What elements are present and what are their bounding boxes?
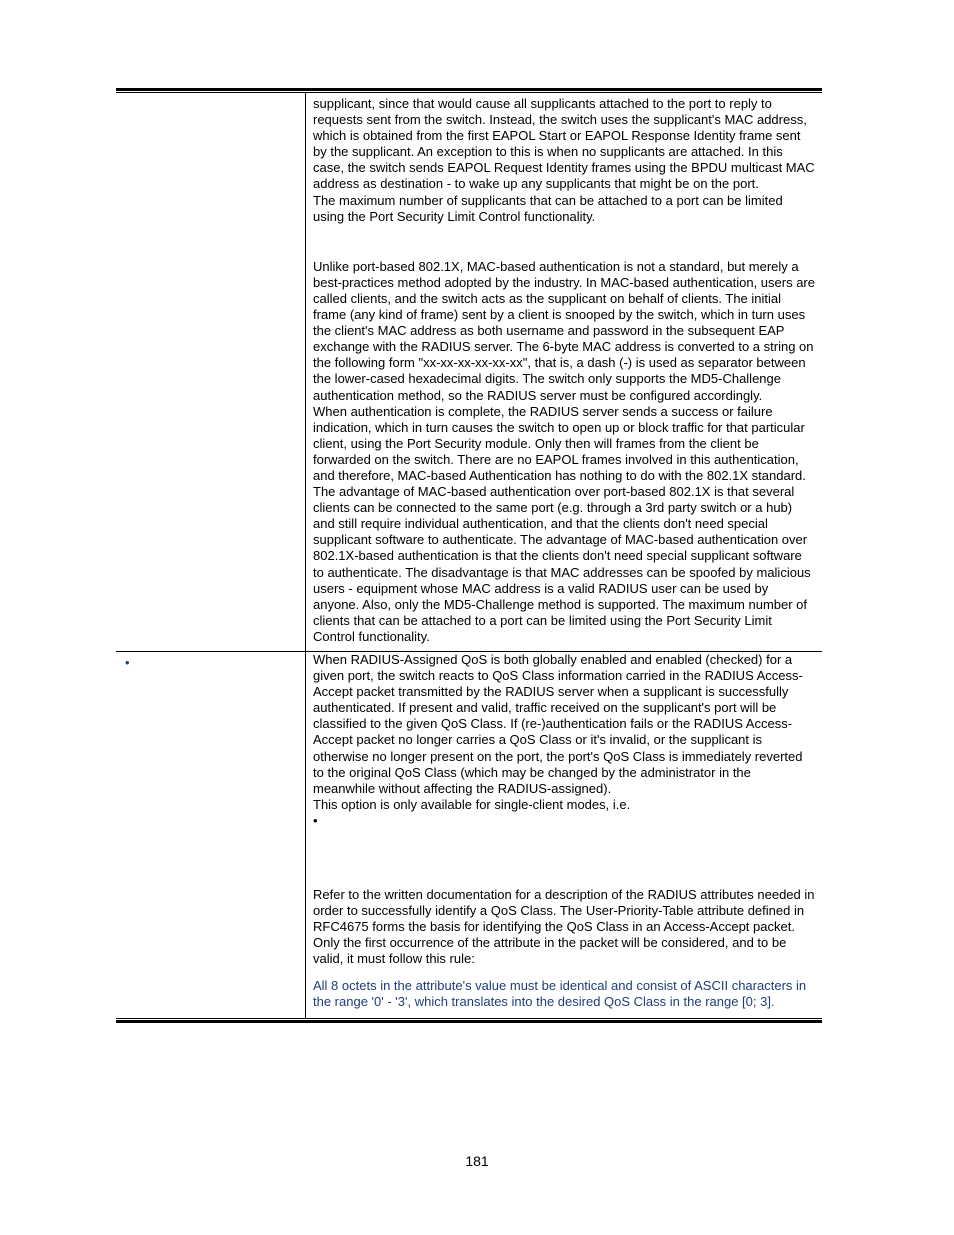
description-cell [306,93,822,651]
description-cell [306,652,822,1018]
table-row [116,651,822,1018]
paragraph: The maximum number of supplicants that can be attached to a port can be limited using the Port Security Limit Control functionality. [313,192,783,224]
paragraph: supplicant, since that would cause all supplicants attached to the port to reply to requests sent from the switch. Instead, the switch uses the supplicant's MAC address, which is obtained from the first EAPOL Start or EAPOL Response Identity frame sent by the supplicant. An exception to this is when no supplicants are attached. In this case, the switch sends EAPOL Request Identity frames using the BPDU multicast MAC address as destination - to wake up any supplicants that might be on the port. [313,96,815,192]
paragraph: This option is only available for single-client modes, i.e. [313,796,631,812]
content-table [116,88,822,1023]
parameter-cell [116,652,306,1018]
paragraph: When authentication is complete, the RADIUS server sends a success or failure indication, which in turn causes the switch to open up or block traffic for that particular client, using the Port Security module. Only then will frames from the client be forwarded on the switch. There are no EAPOL frames involved in this authentication, and therefore, MAC-based Authentication has nothing to do with the 802.1X standard. [313,403,806,483]
paragraph: Unlike port-based 802.1X, MAC-based authentication is not a standard, but merely a best-practices method adopted by the industry. In MAC-based authentication, users are called clients, and the switch acts as the supplicant on behalf of clients. The initial frame (any kind of frame) sent by a client is snooped by the switch, which in turn uses the client's MAC address as both username and password in the subsequent EAP exchange with the RADIUS server. The 6-byte MAC address is converted to a string on the following form "xx-xx-xx-xx-xx-xx", that is, a dash (-) is used as separator between the lower-cased hexadecimal digits. The switch only supports the MD5-Challenge authentication method, so the RADIUS server must be configured accordingly. [313,258,815,403]
page-number: 181 [465,1153,489,1169]
inline-bullet: • [313,812,318,828]
spacer [313,225,816,259]
paragraph: When RADIUS-Assigned QoS is both globally enabled and enabled (checked) for a given port, the switch reacts to QoS Class information carried in the RADIUS Access-Accept packet transmitted by the RADIUS server when a supplicant is successfully authenticated. If present and valid, traffic received on the supplicant's port will be classified to the given QoS Class. If (re-)authentication fails or the RADIUS Access-Accept packet no longer carries a QoS Class or it's invalid, or the supplicant is otherwise no longer present on the port, the port's QoS Class is immediately reverted to the original QoS Class (which may be changed by the administrator in the meanwhile without affecting the RADIUS-assigned). [313,652,803,796]
parameter-cell [116,93,306,651]
paragraph: Only the first occurrence of the attribute in the packet will be considered, and to be valid, it must follow this rule: [313,935,787,967]
paragraph: Refer to the written documentation for a description of the RADIUS attributes needed in order to successfully identify a QoS Class. The User-Priority-Table attribute defined in RFC4675 forms the basis for identifying the QoS Class in an Access-Accept packet. [313,887,815,935]
table-bottom-rule [116,1018,822,1023]
table-row [116,93,822,651]
note-text: All 8 octets in the attribute's value must be identical and consist of ASCII characters in the range '0' - '3', which translates into the desired QoS Class in the range [0; 3]. [313,977,807,1009]
bullet-icon: • [125,655,130,670]
spacer [313,829,816,887]
paragraph: The advantage of MAC-based authentication over port-based 802.1X is that several clients can be connected to the same port (e.g. through a 3rd party switch or a hub) and still require individual authentication, and that the clients don't need special supplicant software to authenticate. The advantage of MAC-based authentication over 802.1X-based authentication is that the clients don't need special supplicant software to authenticate. The disadvantage is that MAC addresses can be spoofed by malicious users - equipment whose MAC address is a valid RADIUS user can be used by anyone. Also, only the MD5-Challenge method is supported. The maximum number of clients that can be attached to a port can be limited using the Port Security Limit Control functionality. [313,484,811,644]
